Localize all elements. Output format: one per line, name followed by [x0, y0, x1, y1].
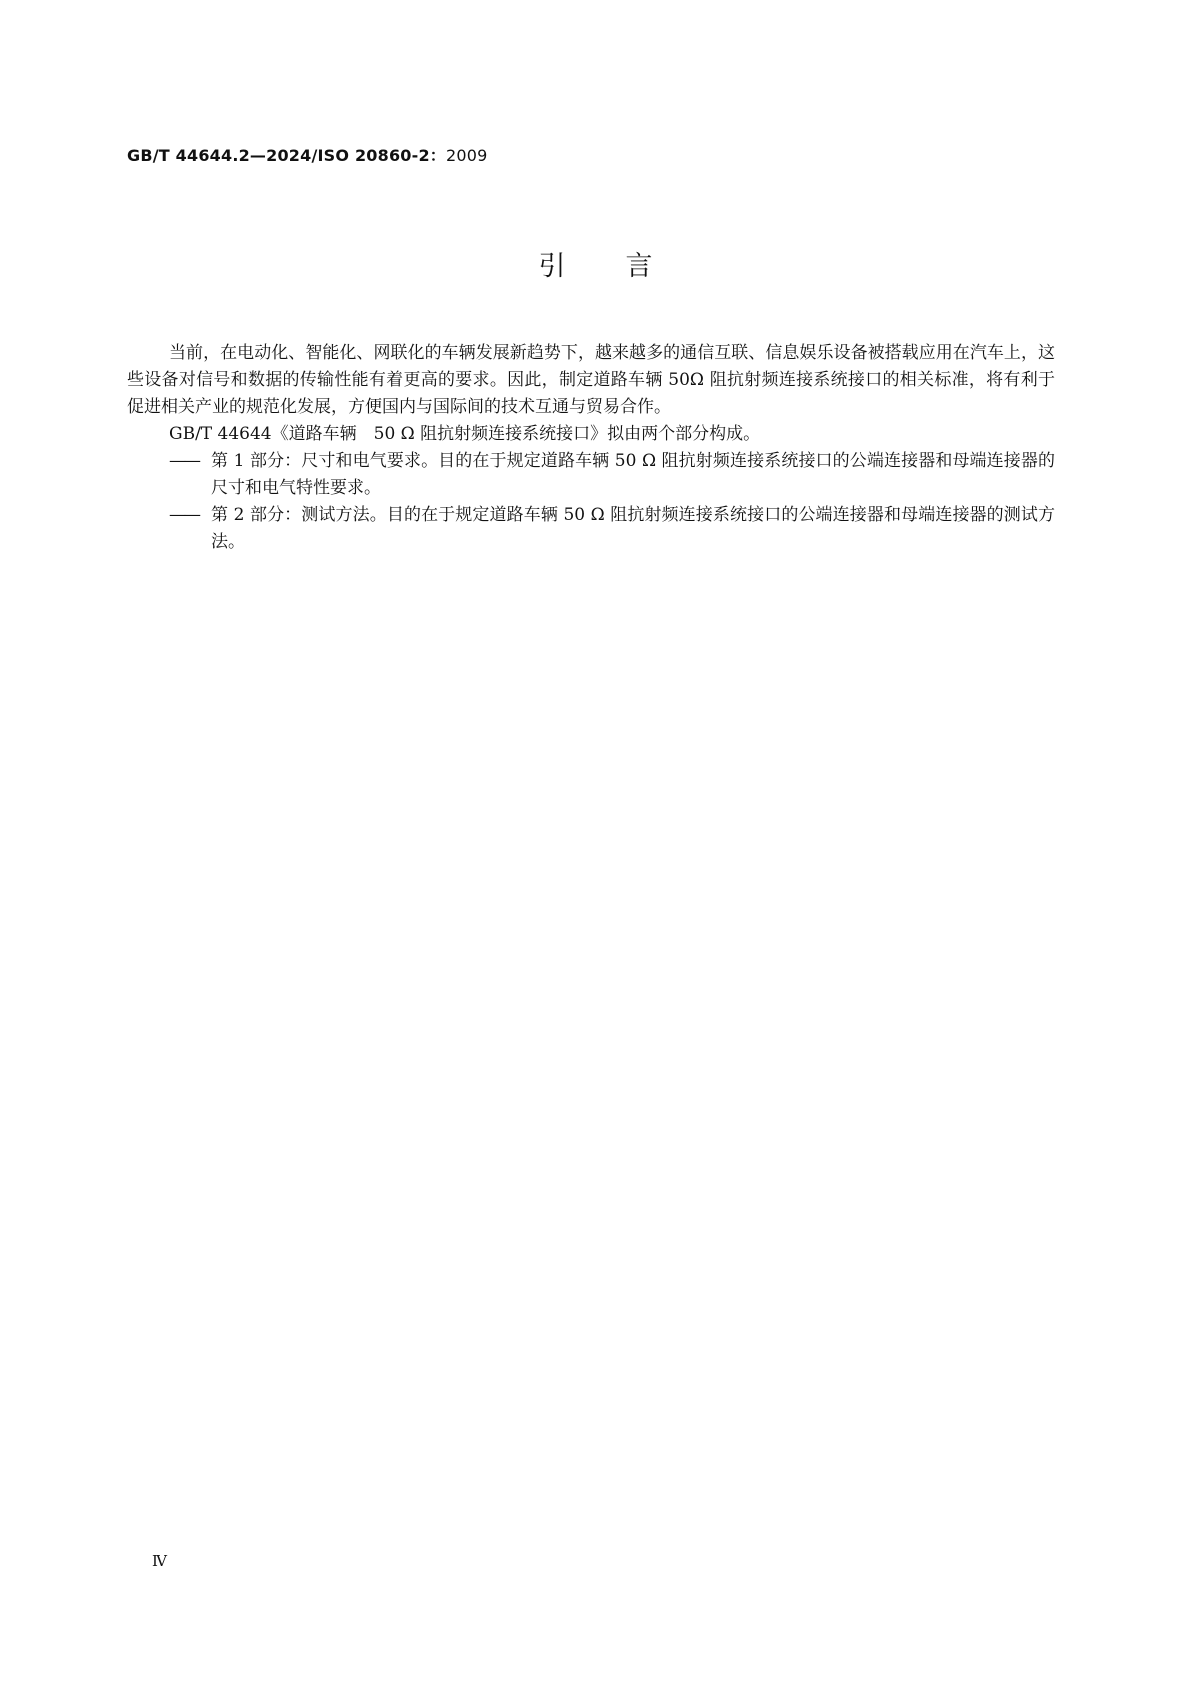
iso-separator: ：	[429, 146, 446, 165]
iso-year: 2009	[446, 146, 488, 165]
page-number: Ⅳ	[152, 1552, 167, 1570]
intro-paragraph-2: GB/T 44644《道路车辆 50 Ω 阻抗射频连接系统接口》拟由两个部分构成。	[169, 424, 761, 444]
list-item-text: 第 1 部分：尺寸和电气要求。目的在于规定道路车辆 50 Ω 阻抗射频连接系统接口的公端连接器和母端连接器的尺寸和电气特性要求。	[211, 451, 1055, 498]
standard-number: GB/T 44644.2—2024/ISO 20860-2	[127, 146, 430, 165]
intro-paragraph-1: 当前，在电动化、智能化、网联化的车辆发展新趋势下，越来越多的通信互联、信息娱乐设备被搭载应用在汽车上，这些设备对信号和数据的传输性能有着更高的要求。因此，制定道路车辆 50Ω 阻抗射频连接系统接口的相关标准，将有利于促进相关产业的规范化发展，方便国内与国际间的技术互通与贸易合作。	[127, 343, 1055, 417]
introduction-body	[127, 340, 1055, 556]
section-title: 引言	[538, 251, 713, 282]
list-item-text: 第 2 部分：测试方法。目的在于规定道路车辆 50 Ω 阻抗射频连接系统接口的公端连接器和母端连接器的测试方法。	[211, 505, 1055, 552]
list-dash: ——	[169, 451, 199, 471]
list-item-part-2	[127, 502, 1055, 556]
list-dash: ——	[169, 505, 199, 525]
document-header	[127, 143, 488, 166]
list-item-part-1	[127, 448, 1055, 502]
